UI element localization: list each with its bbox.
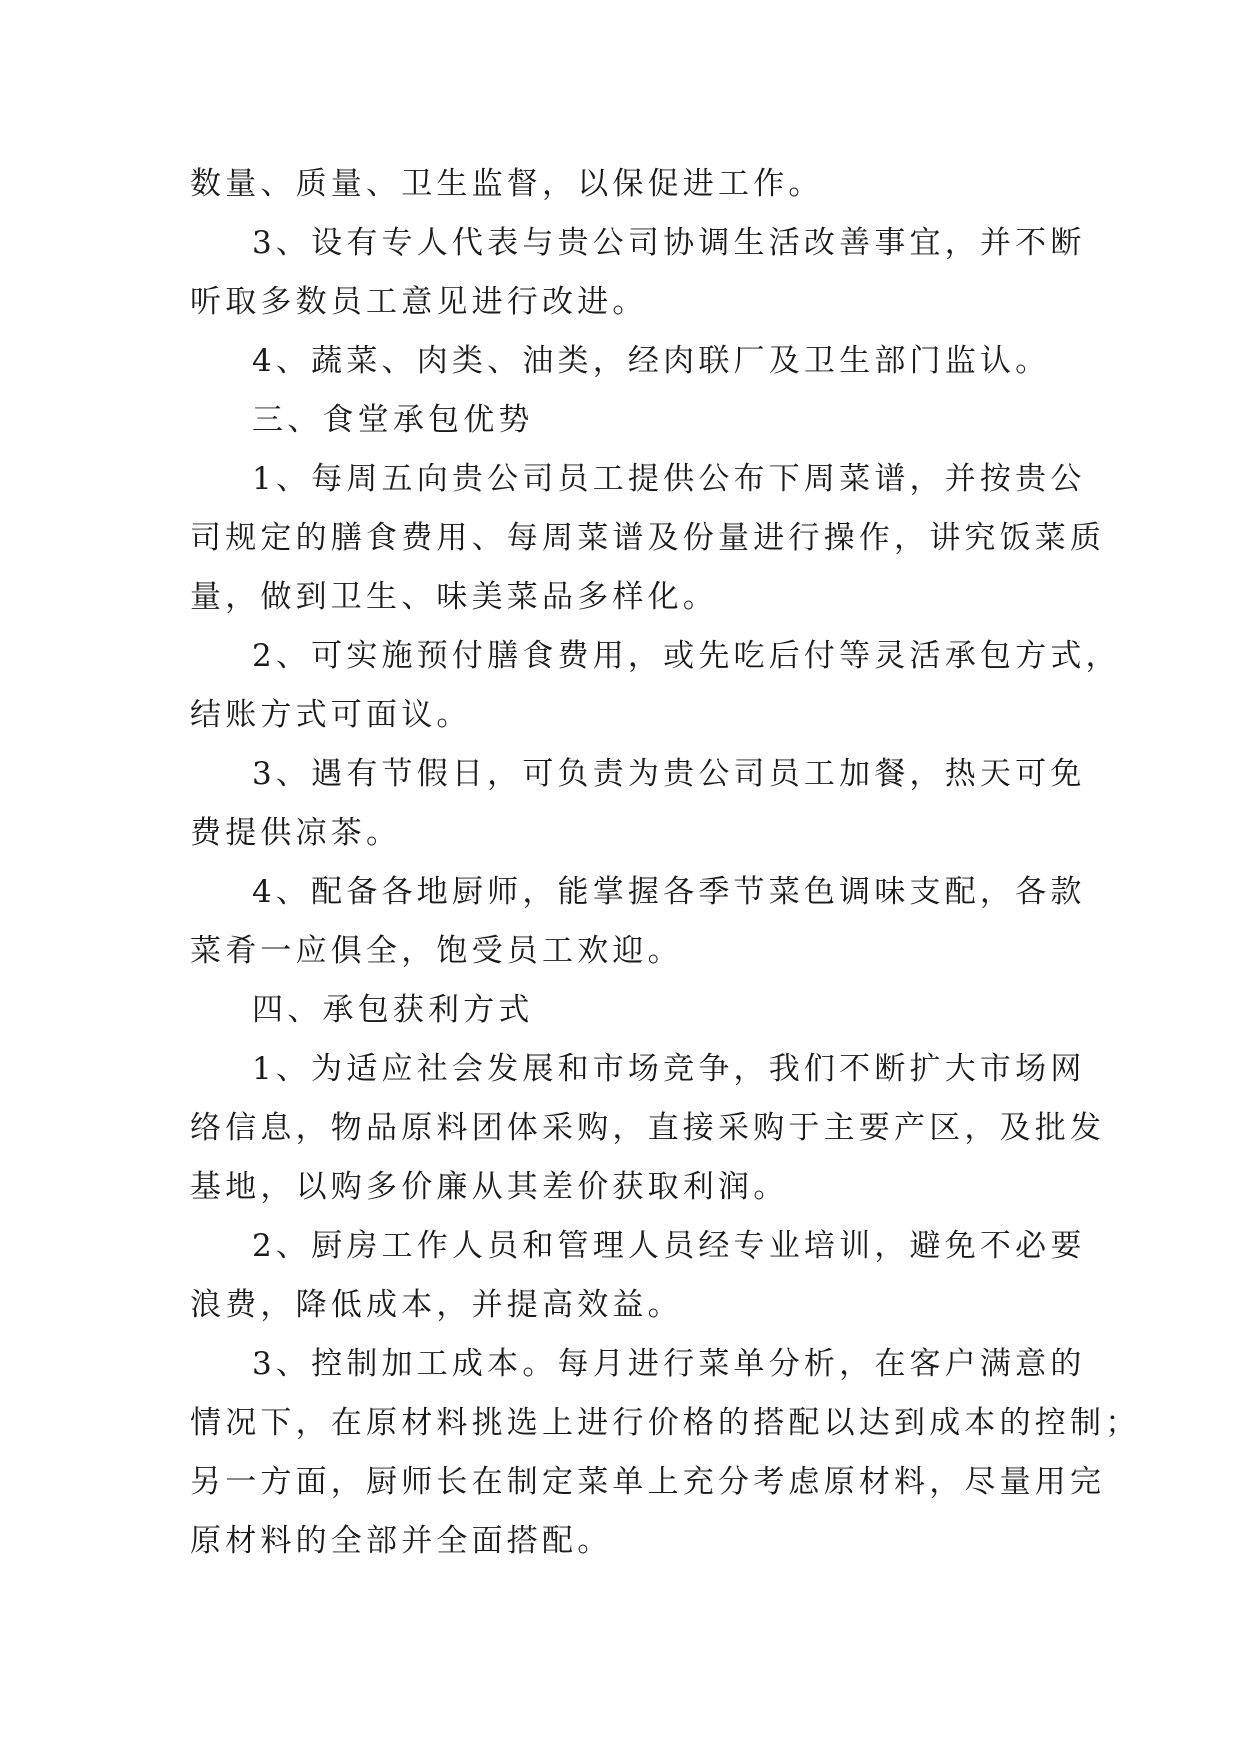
paragraph-line: 听取多数员工意见进行改进。 [190,284,648,320]
paragraph-line: 2、可实施预付膳食费用，或先吃后付等灵活承包方式， [252,638,1121,674]
paragraph-line: 另一方面，厨师长在制定菜单上充分考虑原材料，尽量用完 [190,1464,1106,1500]
paragraph-line: 浪费，降低成本，并提高效益。 [190,1287,683,1323]
paragraph-line: 3、设有专人代表与贵公司协调生活改善事宜，并不断 [252,225,1086,261]
paragraph-line: 量，做到卫生、味美菜品多样化。 [190,579,718,615]
paragraph-line: 4、配备各地厨师，能掌握各季节菜色调味支配，各款 [252,874,1086,910]
paragraph-line: 费提供凉茶。 [190,815,402,851]
paragraph-line: 3、遇有节假日，可负责为贵公司员工加餐，热天可免 [252,756,1086,792]
paragraph-line: 4、蔬菜、肉类、油类，经肉联厂及卫生部门监认。 [252,343,1051,379]
paragraph-line: 基地，以购多价廉从其差价获取利润。 [190,1169,789,1205]
section-heading: 三、食堂承包优势 [252,402,534,438]
paragraph-line: 络信息，物品原料团体采购，直接采购于主要产区，及批发 [190,1110,1106,1146]
paragraph-line: 3、控制加工成本。每月进行菜单分析，在客户满意的 [252,1346,1086,1382]
paragraph-line: 1、为适应社会发展和市场竞争，我们不断扩大市场网 [252,1051,1086,1087]
paragraph-line: 1、每周五向贵公司员工提供公布下周菜谱，并按贵公 [252,461,1086,497]
paragraph-line: 2、厨房工作人员和管理人员经专业培训，避免不必要 [252,1228,1086,1264]
paragraph-line: 情况下，在原材料挑选上进行价格的搭配以达到成本的控制； [190,1405,1141,1441]
paragraph-line: 数量、质量、卫生监督，以保促进工作。 [190,166,824,202]
document-body [190,155,1141,1571]
paragraph-line: 结账方式可面议。 [190,697,472,733]
paragraph-line: 菜肴一应俱全，饱受员工欢迎。 [190,933,683,969]
paragraph-line: 司规定的膳食费用、每周菜谱及份量进行操作，讲究饭菜质 [190,520,1106,556]
section-heading: 四、承包获利方式 [252,992,534,1028]
paragraph-line: 原材料的全部并全面搭配。 [190,1523,613,1559]
